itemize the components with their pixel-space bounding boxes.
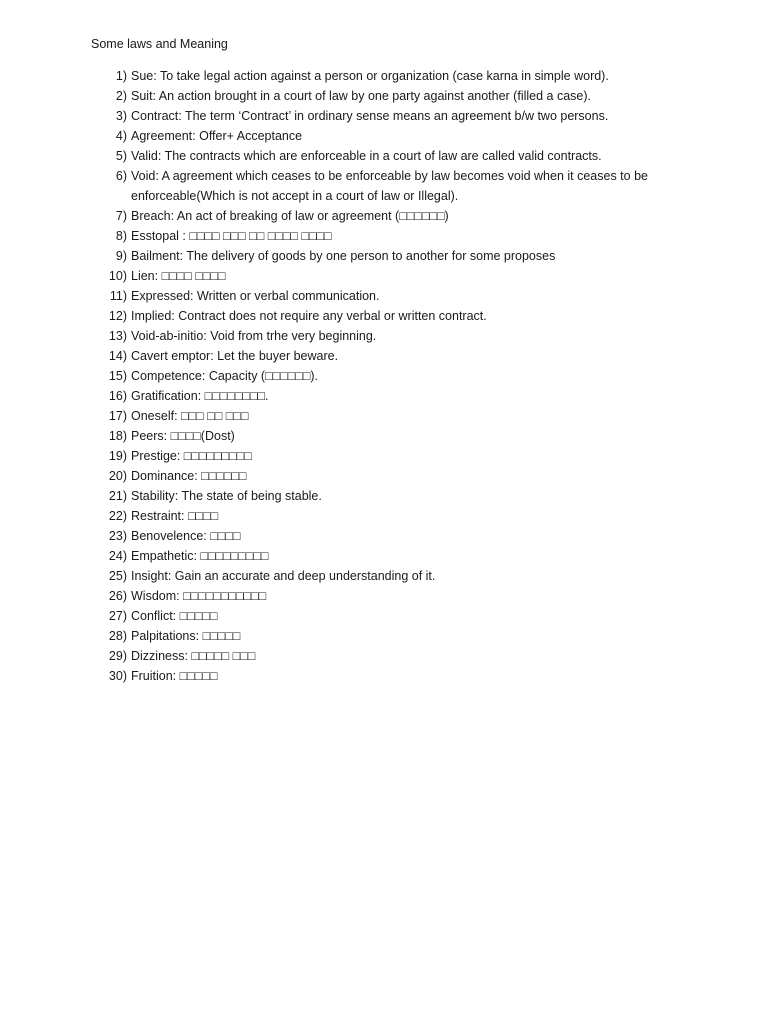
- item-text: Esstopal : □□□□ □□□ □□ □□□□ □□□□: [131, 229, 332, 243]
- item-number: 25): [108, 569, 127, 583]
- list-item: [91, 566, 691, 586]
- item-text: Gratification: □□□□□□□□.: [131, 389, 269, 403]
- item-number: 10): [108, 269, 127, 283]
- item-text: Sue: To take legal action against a person or organization (case karna in simple word).: [131, 69, 609, 83]
- item-number: 1): [115, 69, 127, 83]
- list-item: [91, 266, 691, 286]
- item-number: 14): [108, 349, 127, 363]
- item-number: 22): [108, 509, 127, 523]
- item-number: 16): [108, 389, 127, 403]
- list-item: [91, 586, 691, 606]
- item-number: 17): [108, 409, 127, 423]
- list-item: [91, 206, 691, 226]
- list-item: [91, 526, 691, 546]
- item-text: Oneself: □□□ □□ □□□: [131, 409, 249, 423]
- list-item: [91, 626, 691, 646]
- item-text: Bailment: The delivery of goods by one person to another for some proposes: [131, 249, 556, 263]
- item-text: Wisdom: □□□□□□□□□□□: [131, 589, 267, 603]
- item-number: 30): [108, 669, 127, 683]
- item-text: Implied: Contract does not require any verbal or written contract.: [131, 309, 487, 323]
- item-text: Benovelence: □□□□: [131, 529, 241, 543]
- item-number: 9): [115, 249, 127, 263]
- item-text: Prestige: □□□□□□□□□: [131, 449, 252, 463]
- item-number: 24): [108, 549, 127, 563]
- item-number: 13): [108, 329, 127, 343]
- item-text: Dizziness: □□□□□ □□□: [131, 649, 256, 663]
- list-item: [91, 446, 691, 466]
- list-item: [91, 326, 691, 346]
- list-item: [91, 86, 691, 106]
- item-number: 11): [109, 289, 127, 303]
- item-number: 15): [108, 369, 127, 383]
- item-text: Breach: An act of breaking of law or agreement (□□□□□□): [131, 209, 449, 223]
- list-item: [91, 346, 691, 366]
- item-text: Conflict: □□□□□: [131, 609, 218, 623]
- list-item: [91, 366, 691, 386]
- item-text: Suit: An action brought in a court of law by one party against another (filled a case).: [131, 89, 591, 103]
- item-text: Fruition: □□□□□: [131, 669, 218, 683]
- item-number: 5): [115, 149, 127, 163]
- list-item: [91, 666, 691, 686]
- item-number: 26): [108, 589, 127, 603]
- list-item: [91, 286, 691, 306]
- list-item: [91, 406, 691, 426]
- item-text: Dominance: □□□□□□: [131, 469, 247, 483]
- item-number: 6): [115, 169, 127, 183]
- item-text: Insight: Gain an accurate and deep understanding of it.: [131, 569, 436, 583]
- list-item: [91, 226, 691, 246]
- item-number: 18): [108, 429, 127, 443]
- list-item: [91, 126, 691, 146]
- item-number: 29): [108, 649, 127, 663]
- list-item: [91, 106, 691, 126]
- item-number: 27): [108, 609, 127, 623]
- list-item: [91, 426, 691, 446]
- list-item: [91, 386, 691, 406]
- list-item: [91, 306, 691, 326]
- list-item: [91, 466, 691, 486]
- list-item: [91, 646, 691, 666]
- item-text: Palpitations: □□□□□: [131, 629, 241, 643]
- item-number: 3): [115, 109, 127, 123]
- document-title: Some laws and Meaning: [91, 37, 228, 51]
- item-text: Valid: The contracts which are enforceable in a court of law are called valid contracts.: [131, 149, 602, 163]
- item-text: Void: A agreement which ceases to be enforceable by law becomes void when it ceases to be enforceable(Which is not accept in a court of law or Illegal).: [131, 169, 648, 203]
- item-number: 19): [108, 449, 127, 463]
- item-text: Restraint: □□□□: [131, 509, 219, 523]
- terms-list: [91, 66, 691, 686]
- list-item: [91, 166, 691, 206]
- item-text: Void-ab-initio: Void from trhe very beginning.: [131, 329, 377, 343]
- list-item: [91, 546, 691, 566]
- item-text: Cavert emptor: Let the buyer beware.: [131, 349, 339, 363]
- item-text: Expressed: Written or verbal communication.: [131, 289, 380, 303]
- item-text: Empathetic: □□□□□□□□□: [131, 549, 269, 563]
- list-item: [91, 246, 691, 266]
- list-item: [91, 66, 691, 86]
- list-item: [91, 506, 691, 526]
- item-number: 2): [115, 89, 127, 103]
- item-text: Contract: The term ‘Contract’ in ordinary sense means an agreement b/w two persons.: [131, 109, 609, 123]
- item-text: Peers: □□□□(Dost): [131, 429, 235, 443]
- item-text: Stability: The state of being stable.: [131, 489, 322, 503]
- item-number: 20): [108, 469, 127, 483]
- item-text: Competence: Capacity (□□□□□□).: [131, 369, 319, 383]
- list-item: [91, 606, 691, 626]
- item-number: 7): [115, 209, 127, 223]
- item-number: 21): [108, 489, 127, 503]
- item-number: 28): [108, 629, 127, 643]
- item-number: 4): [115, 129, 127, 143]
- item-number: 12): [108, 309, 127, 323]
- item-text: Lien: □□□□ □□□□: [131, 269, 226, 283]
- item-number: 23): [108, 529, 127, 543]
- list-item: [91, 146, 691, 166]
- item-number: 8): [115, 229, 127, 243]
- item-text: Agreement: Offer+ Acceptance: [131, 129, 303, 143]
- list-item: [91, 486, 691, 506]
